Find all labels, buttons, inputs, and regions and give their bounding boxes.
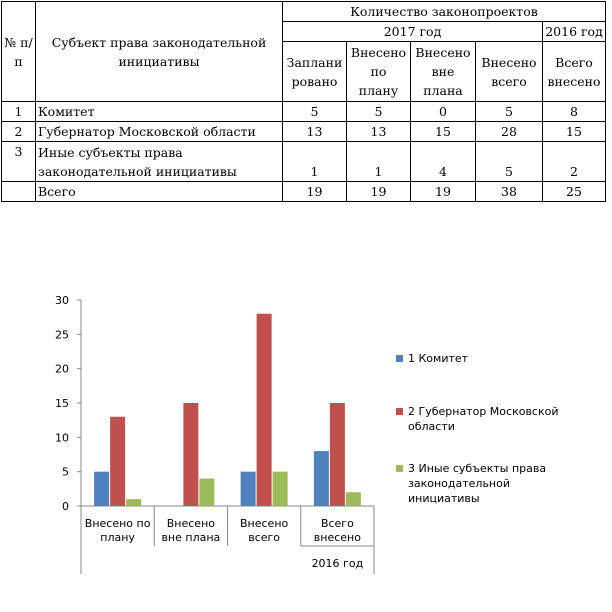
row-num: 2 — [2, 122, 36, 142]
header-2016: 2016 год — [543, 22, 606, 42]
subheader-in-plan: Внесено по плану — [347, 42, 411, 102]
bar-1 — [94, 472, 109, 506]
data-table — [1, 1, 606, 202]
row-total: 5 — [476, 142, 543, 182]
row-2016: 2 — [543, 142, 606, 182]
bar-chart — [0, 280, 612, 580]
row-out-plan: 0 — [411, 102, 476, 122]
x-tick-label: Внесено — [240, 517, 289, 530]
legend-label: законодательной — [408, 477, 510, 490]
bar-2 — [183, 403, 198, 506]
y-tick-label: 15 — [55, 397, 69, 410]
legend-label: 3 Иные субъекты права — [408, 462, 547, 475]
total-out-plan: 19 — [411, 182, 476, 202]
table-total-row — [2, 182, 606, 202]
table-row — [2, 142, 606, 182]
row-2016: 15 — [543, 122, 606, 142]
table-row — [2, 122, 606, 142]
row-subject: Комитет — [36, 102, 283, 122]
bar-2 — [257, 314, 272, 506]
row-subject: Губернатор Московской области — [36, 122, 283, 142]
total-label: Всего — [36, 182, 283, 202]
total-2016: 25 — [543, 182, 606, 202]
total-in-plan: 19 — [347, 182, 411, 202]
bar-3 — [199, 479, 214, 506]
row-num: 1 — [2, 102, 36, 122]
subheader-total: Внесено всего — [476, 42, 543, 102]
row-subject-line1: Иные субъекты права — [38, 144, 183, 160]
header-num: № п/п — [2, 2, 36, 102]
row-in-plan: 1 — [347, 142, 411, 182]
x-tick-label: вне плана — [161, 531, 221, 544]
y-tick-label: 5 — [62, 465, 69, 479]
row-subject-line2: законодательной инициативы — [38, 163, 237, 179]
subheader-planned: Заплани рованo — [283, 42, 347, 102]
subheader-2016-total: Всего внесено — [543, 42, 606, 102]
x-tick-label: Внесено — [166, 517, 215, 530]
group-label: 2016 год — [311, 557, 364, 570]
x-tick-label: всего — [248, 531, 281, 544]
row-planned: 13 — [283, 122, 347, 142]
y-tick-label: 25 — [55, 328, 69, 342]
row-subject — [36, 142, 283, 182]
legend-swatch — [396, 355, 403, 362]
bar-1 — [241, 472, 256, 506]
row-out-plan: 15 — [411, 122, 476, 142]
legend-label: 2 Губернатор Московской — [408, 405, 559, 418]
total-planned: 19 — [283, 182, 347, 202]
table-row — [2, 102, 606, 122]
legend-swatch — [396, 408, 403, 415]
row-planned: 1 — [283, 142, 347, 182]
x-tick-label: внесено — [313, 531, 361, 544]
header-subject: Субъект права законодательной инициативы — [36, 2, 283, 102]
y-tick-label: 30 — [55, 294, 69, 307]
row-planned: 5 — [283, 102, 347, 122]
row-total: 5 — [476, 102, 543, 122]
x-tick-label: Внесено по — [84, 517, 151, 530]
bar-2 — [330, 403, 345, 506]
legend-label: области — [408, 420, 455, 433]
bar-3 — [346, 492, 361, 506]
legend-label: инициативы — [408, 492, 480, 505]
row-total: 28 — [476, 122, 543, 142]
total-total: 38 — [476, 182, 543, 202]
bar-3 — [273, 472, 288, 506]
header-2017: 2017 год — [283, 22, 543, 42]
row-num — [2, 182, 36, 202]
subheader-out-plan: Внесено вне плана — [411, 42, 476, 102]
x-tick-label: плану — [100, 531, 135, 544]
row-in-plan: 13 — [347, 122, 411, 142]
bar-3 — [126, 499, 141, 506]
y-tick-label: 20 — [55, 362, 69, 376]
x-tick-label: Всего — [320, 517, 354, 530]
y-tick-label: 0 — [62, 500, 69, 513]
header-count: Количество законопроектов — [283, 2, 606, 22]
y-tick-label: 10 — [55, 431, 69, 445]
row-out-plan: 4 — [411, 142, 476, 182]
row-num: 3 — [2, 142, 36, 182]
row-2016: 8 — [543, 102, 606, 122]
legend-label: 1 Комитет — [408, 352, 469, 365]
bar-1 — [314, 451, 329, 506]
legend-swatch — [396, 465, 403, 472]
row-in-plan: 5 — [347, 102, 411, 122]
bar-2 — [110, 417, 125, 506]
